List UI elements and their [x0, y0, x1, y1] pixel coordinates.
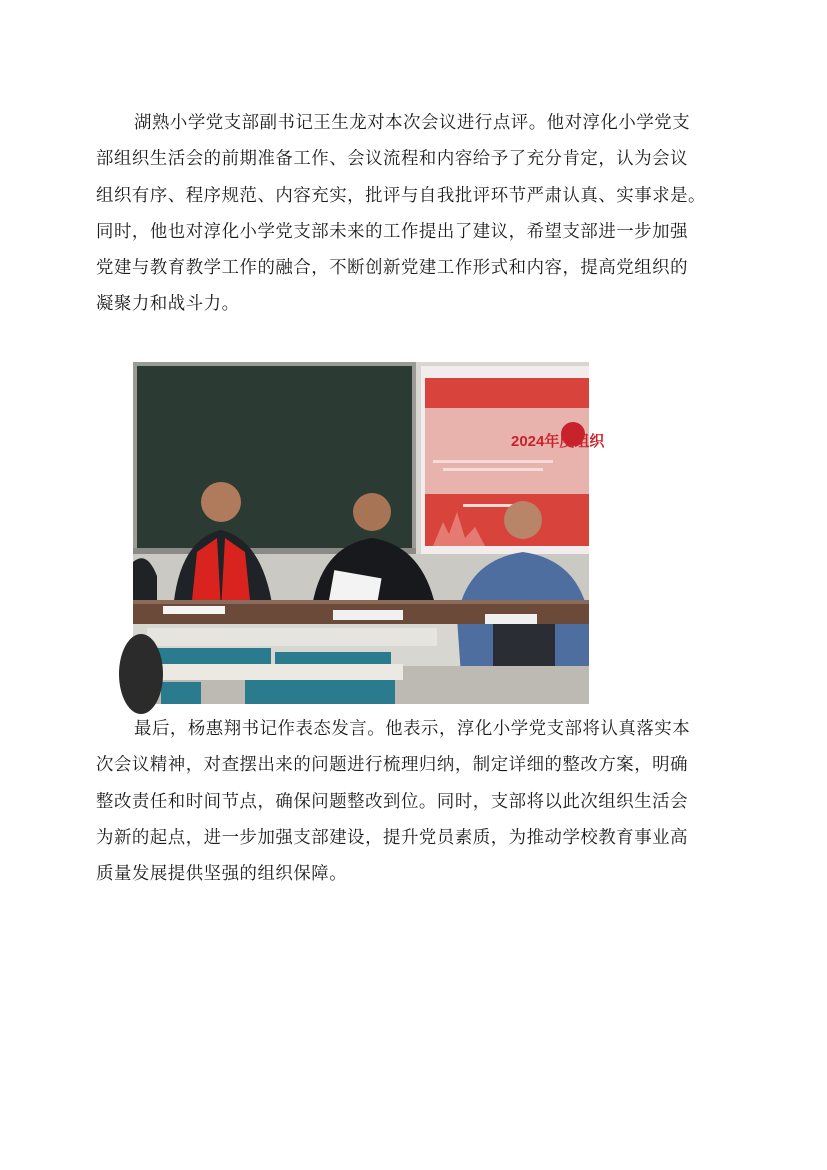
paragraph-line: 整改责任和时间节点，确保问题整改到位。同时，支部将以此次组织生活会 [96, 791, 689, 812]
paragraph-2 [96, 711, 736, 892]
meeting-photo-illustration [133, 362, 589, 704]
person-head [201, 482, 241, 522]
slide-title: 2024年度组织 [511, 433, 605, 450]
paragraph-line: 党建与教育教学工作的融合，不断创新党建工作形式和内容，提高党组织的 [96, 258, 689, 279]
paragraph-line: 次会议精神，对查摆出来的问题进行梳理归纳，制定详细的整改方案，明确 [96, 755, 689, 776]
person-head [504, 501, 542, 539]
paragraph-line: 组织有序、程序规范、内容充实，批评与自我批评环节严肃认真、实事求是。 [96, 185, 706, 206]
paragraph-1 [96, 105, 736, 323]
chair [153, 648, 271, 666]
paragraph-line: 最后，杨惠翔书记作表态发言。他表示，淳化小学党支部将认真落实本 [134, 719, 691, 739]
person-head [353, 493, 391, 531]
paragraph-line: 质量发展提供坚强的组织保障。 [96, 864, 348, 885]
paragraph-line: 凝聚力和战斗力。 [96, 294, 240, 315]
paragraph-line: 同时，他也对淳化小学党支部未来的工作提出了建议，希望支部进一步加强 [96, 221, 689, 242]
meeting-photo [133, 362, 605, 704]
paragraph-line: 部组织生活会的前期准备工作、会议流程和内容给予了充分肯定，认为会议 [96, 149, 689, 170]
paragraph-line: 为新的起点，进一步加强支部建设，提升党员素质，为推动学校教育事业高 [96, 827, 689, 848]
paragraph-line: 湖熟小学党支部副书记王生龙对本次会议进行点评。他对淳化小学党支 [134, 113, 691, 133]
